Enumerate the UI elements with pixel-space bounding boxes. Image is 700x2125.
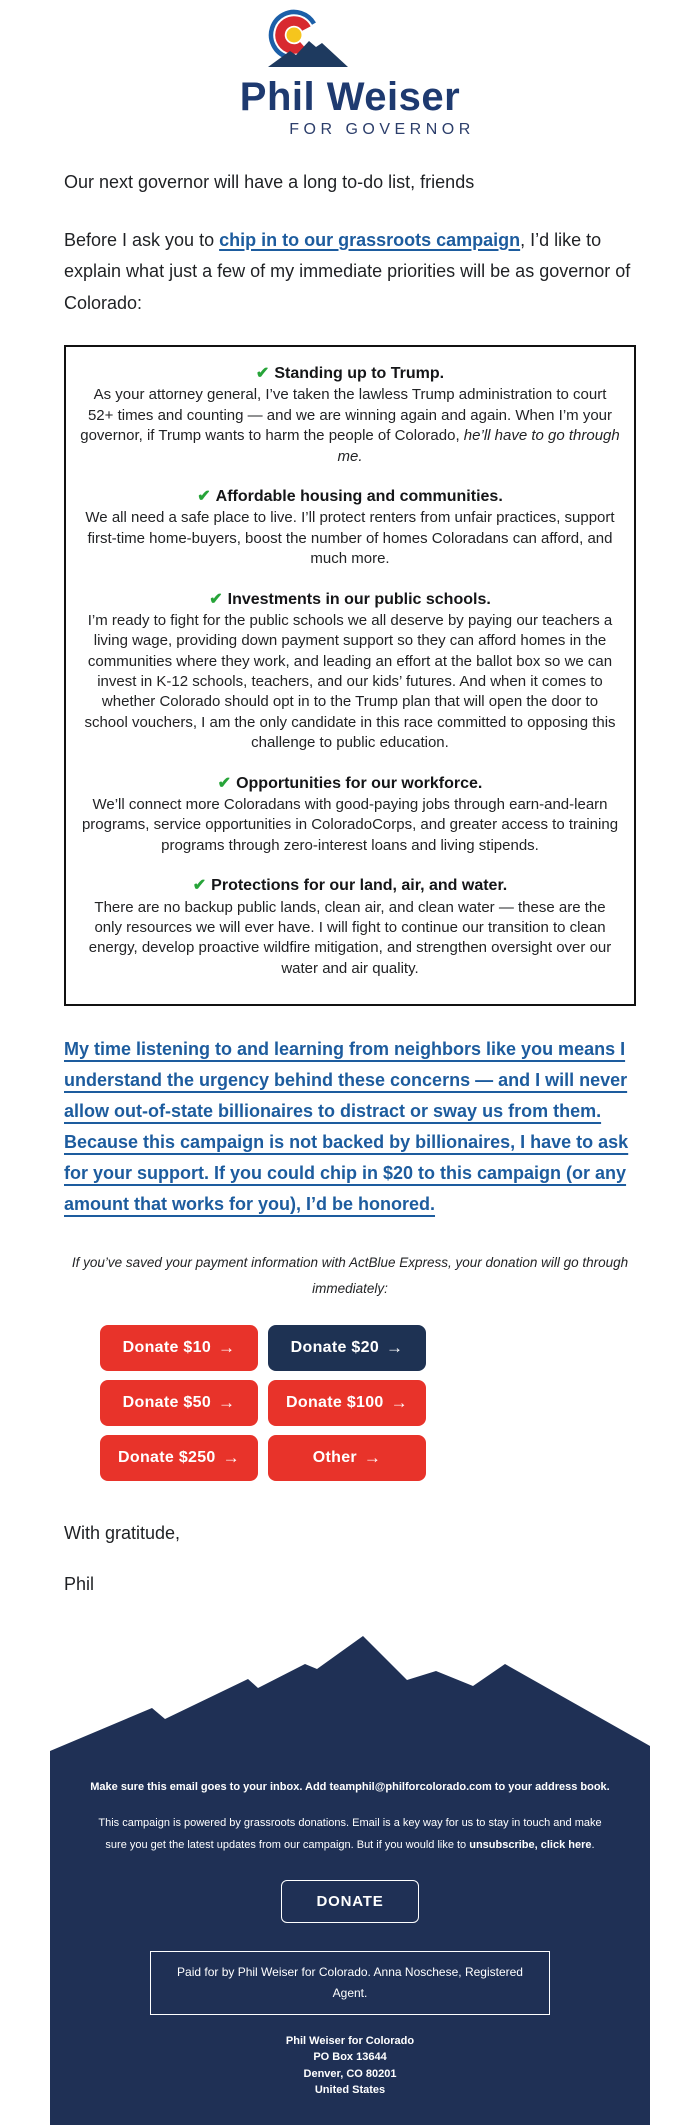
grassroots-note: This campaign is powered by grassroots donations. Email is a key way for us to stay in touch and make sure you get the latest updates from our campaign. But if you would like to unsubscribe, click here. (98, 1816, 602, 1851)
priority-title: Investments in our public schools. (227, 590, 491, 608)
priority-item (80, 589, 620, 754)
signoff-gratitude: With gratitude, (64, 1522, 181, 1543)
priority-title: Affordable housing and communities. (215, 487, 503, 505)
donate-10-button[interactable]: Donate $10 → (100, 1325, 258, 1371)
intro-paragraph-1 (64, 167, 636, 199)
address-po-box: PO Box 13644 (313, 2051, 387, 2064)
mountain-range-icon (50, 1631, 650, 1766)
priority-item (80, 875, 620, 979)
donate-100-button[interactable]: Donate $100 → (268, 1380, 426, 1426)
intro-text-2a: Before I ask you to (64, 229, 220, 250)
priorities-box (64, 345, 636, 1006)
intro-paragraph-2 (64, 225, 636, 320)
priority-title: Protections for our land, air, and water. (211, 877, 508, 895)
donate-other-button[interactable]: Other → (268, 1435, 426, 1481)
arrow-right-icon: → (390, 1392, 408, 1412)
email-body (0, 139, 700, 1597)
arrow-right-icon: → (218, 1392, 236, 1412)
priority-body: We’ll connect more Coloradans with good-paying jobs through earn-and-learn programs, service opportunities in ColoradoCorps, and greater access to training programs through zero-interest loans and living stipends. (81, 796, 619, 854)
chip-in-link[interactable]: chip in to our grassroots campaign (219, 229, 521, 250)
mailing-address (90, 2033, 610, 2099)
arrow-right-icon: → (222, 1447, 240, 1467)
priority-item (80, 486, 620, 570)
arrow-right-icon: → (218, 1337, 236, 1357)
check-icon: ✔ (197, 487, 211, 505)
arrow-right-icon: → (363, 1447, 382, 1467)
check-icon: ✔ (192, 877, 207, 895)
intro-text-2b: , I’d like to explain what just a few of my immediate priorities will be as governor of Colorado: (64, 229, 631, 313)
priority-title: Standing up to Trump. (274, 365, 445, 382)
unsubscribe-link[interactable]: unsubscribe, click here (469, 1838, 592, 1851)
donate-250-button[interactable]: Donate $250 → (100, 1435, 258, 1481)
brand-tagline: FOR GOVERNOR (289, 121, 475, 138)
check-icon: ✔ (255, 365, 270, 382)
donate-20-button[interactable]: Donate $20 → (268, 1325, 426, 1371)
donate-50-button[interactable]: Donate $50 → (100, 1380, 258, 1426)
campaign-logo (0, 0, 700, 139)
actblue-express-note: If you’ve saved your payment information with ActBlue Express, your donation will go through immediately: (71, 1254, 629, 1297)
priority-body-italic: he’ll have to go through me. (337, 427, 620, 465)
signoff-name: Phil (64, 1573, 95, 1594)
email-footer (0, 1631, 700, 2125)
appeal-link[interactable]: My time listening to and learning from neighbors like you means I understand the urgency behind these concerns — and I will never allow out-of-state billionaires to distract or sway us from them. Because this campaign is not backed by billionaires, I have to ask for your support. If you could chip in $20 to this campaign (or any amount that works for you), I’d be honored. (64, 1039, 629, 1214)
intro-text-1: Our next governor will have a long to-do list, friends (64, 172, 475, 192)
address-country: United States (314, 2084, 386, 2097)
priority-body: There are no backup public lands, clean air, and clean water — these are the only resources we will ever have. I will fight to continue our transition to clean energy, develop proactive wildfire mitigation, and strengthen oversight over our water and air quality. (88, 898, 612, 977)
address-org: Phil Weiser for Colorado (285, 2034, 415, 2047)
check-icon: ✔ (217, 774, 232, 792)
footer-body (50, 1766, 650, 2125)
priority-item (80, 363, 620, 467)
arrow-right-icon: → (386, 1337, 404, 1357)
brand-name: Phil Weiser (239, 75, 461, 119)
donate-button-grid (100, 1325, 636, 1481)
footer-donate-button[interactable]: DONATE (281, 1880, 418, 1923)
priority-body: I’m ready to fight for the public schools we all deserve by paying our teachers a living wage, providing down payment support so they can afford homes in the communities where they work, and leading an effort at the ballot box so we can invest in K-12 schools, teachers, and our kids’ futures. And when it comes to whether Colorado should opt in to the Trump plan that will open the door to school vouchers, I am the only candidate in this race committed to opposing this challenge to public education. (84, 611, 616, 752)
priority-title: Opportunities for our workforce. (236, 774, 483, 792)
priority-item (80, 773, 620, 857)
paid-for-disclaimer: Paid for by Phil Weiser for Colorado. Anna Noschese, Registered Agent. (150, 1951, 550, 2015)
inbox-note: Make sure this email goes to your inbox. Add teamphil@philforcolorado.com to your address book. (90, 1780, 610, 1793)
priority-body: We all need a safe place to live. I’ll protect renters from unfair practices, support first-time home-buyers, boost the number of homes Coloradans can afford, and much more. (85, 509, 615, 568)
address-city: Denver, CO 80201 (303, 2067, 397, 2080)
colorado-c-mountain-icon (256, 8, 360, 79)
check-icon: ✔ (209, 590, 223, 608)
priority-body: As your attorney general, I’ve taken the lawless Trump administration to court 52+ times and counting — and we are winning again and again. When I’m your governor, if Trump wants to harm the people of Colorado, he’ll have to go through me. (80, 386, 620, 465)
